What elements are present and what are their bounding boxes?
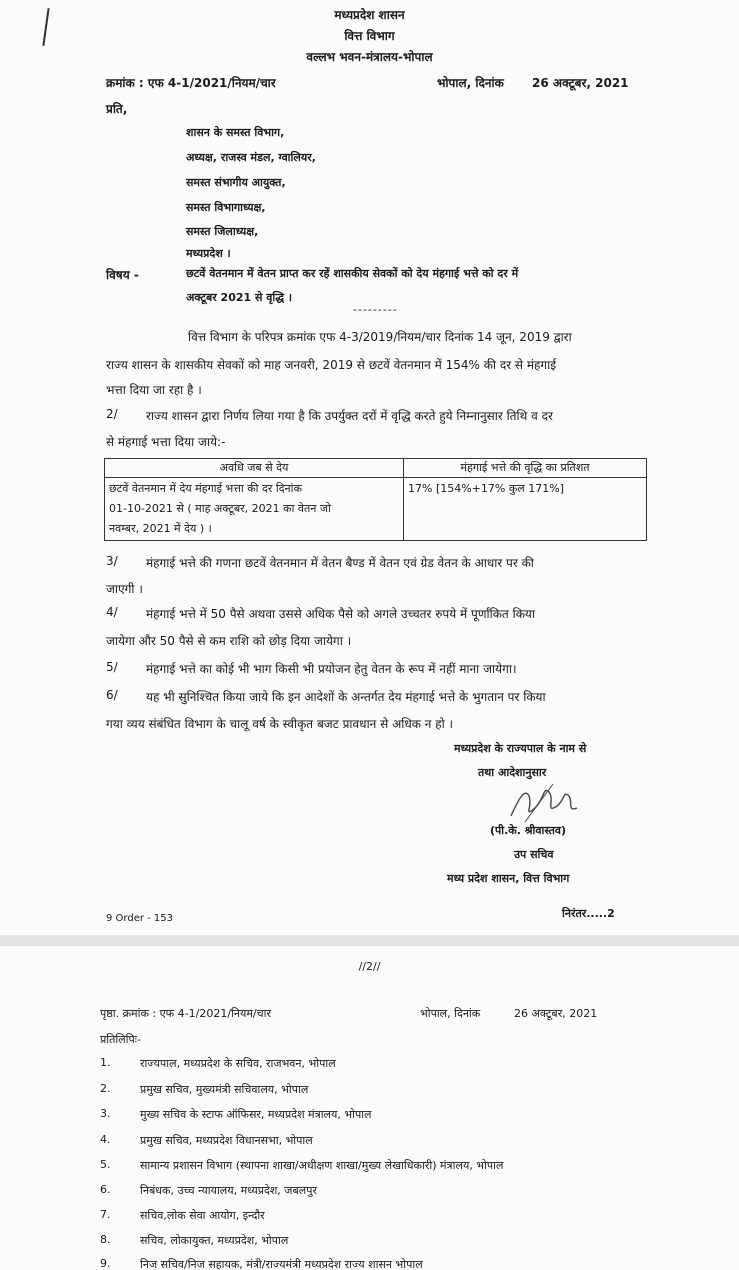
recipient: अध्यक्ष, राजस्व मंडल, ग्वालियर, [186, 151, 316, 164]
paragraph-4-line: मंहगाई भत्ते में 50 पैसे अथवा उससे अधिक पैसे को अगले उच्चतर रुपये में पूर्णांकित किया [146, 607, 535, 621]
reference-number: क्रमांक : एफ 4-1/2021/नियम/चार [106, 76, 276, 90]
copy-number: 2. [100, 1082, 111, 1095]
endorsement-number: पृष्ठा. क्रमांक : एफ 4-1/2021/नियम/चार [100, 1007, 271, 1020]
order-page-2 [0, 946, 739, 1270]
reference-date: 26 अक्टूबर, 2021 [532, 76, 629, 90]
table-cell-period [105, 478, 404, 541]
paragraph-3-number: 3/ [106, 554, 118, 568]
paragraph-1-line: वित्त विभाग के परिपत्र क्रमांक एफ 4-3/2019/नियम/चार दिनांक 14 जून, 2019 द्वारा [188, 330, 572, 344]
copy-recipient: निज सचिव/निज सहायक, मंत्री/राज्यमंत्री मध्यप्रदेश राज्य शासन भोपाल [140, 1258, 423, 1270]
table-header-row [105, 459, 647, 478]
paragraph-6-line: गया व्यय संबंधित विभाग के चालू वर्ष के स्वीकृत बजट प्रावधान से अधिक न हो । [106, 717, 454, 731]
endorsement-date: 26 अक्टूबर, 2021 [514, 1007, 598, 1020]
paragraph-6-number: 6/ [106, 688, 118, 702]
dearness-allowance-table [104, 458, 647, 541]
order-footer: 9 Order - 153 [106, 913, 174, 924]
authority-line: तथा आदेशानुसार [478, 766, 547, 779]
paragraph-5-line: मंहगाई भत्ते का कोई भी भाग किसी भी प्रयोजन हेतु वेतन के रूप में नहीं माना जायेगा। [146, 662, 517, 676]
copy-recipient: राज्यपाल, मध्यप्रदेश के सचिव, राजभवन, भोपाल [140, 1057, 336, 1070]
subject-label: विषय - [106, 268, 139, 282]
recipient: शासन के समस्त विभाग, [186, 126, 285, 139]
copy-recipient: सामान्य प्रशासन विभाग (स्थापना शाखा/अधीक्षण शाखा/मुख्य लेखाधिकारी) मंत्रालय, भोपाल [140, 1159, 504, 1172]
header-address: वल्लभ भवन-मंत्रालय-भोपाल [306, 50, 433, 64]
paragraph-3-line: मंहगाई भत्ते की गणना छटवें वेतनमान में वेतन बैण्ड में वेतन एवं ग्रेड वेतन के आधार पर की [146, 556, 534, 570]
paragraph-4-line: जायेगा और 50 पैसे से कम राशि को छोड़ दिया जायेगा । [106, 634, 352, 648]
signatory-office: मध्य प्रदेश शासन, वित्त विभाग [447, 872, 570, 885]
reference-place: भोपाल, दिनांक [437, 76, 504, 90]
copy-number: 8. [100, 1233, 111, 1246]
table-cell-increase: 17% [154%+17% कुल 171%] [404, 478, 647, 541]
endorsement-place: भोपाल, दिनांक [420, 1007, 481, 1020]
table-cell-line: छटवें वेतनमान में देय मंहगाई भत्ता की दर दिनांक [109, 482, 302, 495]
paragraph-2-number: 2/ [106, 407, 118, 421]
copy-recipient: सचिव,लोक सेवा आयोग, इन्दौर [140, 1209, 265, 1222]
subject-line: अक्टूबर 2021 से वृद्धि । [186, 291, 293, 304]
to-label: प्रति, [106, 102, 128, 116]
copy-recipient: मुख्य सचिव के स्टाफ ऑफिसर, मध्यप्रदेश मंत्रालय, भोपाल [140, 1108, 372, 1121]
copy-recipient: प्रमुख सचिव, मुख्यमंत्री सचिवालय, भोपाल [140, 1083, 309, 1096]
signatory-designation: उप सचिव [514, 848, 554, 861]
header-department: वित्त विभाग [344, 29, 395, 43]
paragraph-3-line: जाएगी । [106, 582, 143, 596]
recipient: समस्त विभागाध्यक्ष, [186, 201, 266, 214]
signatory-name: (पी.के. श्रीवास्तव) [490, 824, 567, 837]
copy-number: 3. [100, 1107, 111, 1120]
paragraph-5-number: 5/ [106, 660, 118, 674]
copy-recipient: निबंधक, उच्च न्यायालय, मध्यप्रदेश, जबलपुर [140, 1184, 317, 1197]
copy-label: प्रतिलिपिः- [100, 1033, 141, 1046]
header-government: मध्यप्रदेश शासन [334, 8, 405, 22]
copy-number: 1. [100, 1056, 111, 1069]
authority-line: मध्यप्रदेश के राज्यपाल के नाम से [454, 742, 587, 755]
continued-note: निरंतर.....2 [562, 907, 615, 920]
table-row [105, 478, 647, 541]
paragraph-2-line: राज्य शासन द्वारा निर्णय लिया गया है कि उपर्युक्त दरों में वृद्धि करते हुये निम्नानुसार तिथि व दर [146, 409, 553, 423]
paragraph-4-number: 4/ [106, 605, 118, 619]
paragraph-2-line: से मंहगाई भत्ता दिया जाये:- [106, 435, 226, 449]
copy-number: 9. [100, 1257, 111, 1270]
copy-number: 6. [100, 1183, 111, 1196]
copy-recipient: सचिव, लोकायुक्त, मध्यप्रदेश, भोपाल [140, 1234, 289, 1247]
subject-line: छटवें वेतनमान में वेतन प्राप्त कर रहें शासकीय सेवकों को देय मंहगाई भत्ते को दर में [186, 267, 519, 280]
table-cell-line: 01-10-2021 से ( माह अक्टूबर, 2021 का वेतन जो [109, 502, 331, 515]
table-cell-line: नवम्बर, 2021 में देय ) । [109, 522, 212, 535]
copy-number: 7. [100, 1208, 111, 1221]
copy-number: 5. [100, 1158, 111, 1171]
recipient: समस्त संभागीय आयुक्त, [186, 176, 286, 189]
table-header-increase: मंहगाई भत्ते की वृद्धि का प्रतिशत [404, 459, 647, 478]
separator: --------- [353, 303, 398, 316]
page-number-mark: //2// [358, 960, 381, 973]
paragraph-6-line: यह भी सुनिश्चित किया जाये कि इन आदेशों के अन्तर्गत देय मंहगाई भत्ते के भुगतान पर किया [146, 690, 546, 704]
recipient: समस्त जिलाध्यक्ष, [186, 225, 259, 238]
copy-recipient: प्रमुख सचिव, मध्यप्रदेश विधानसभा, भोपाल [140, 1134, 313, 1147]
recipient: मध्यप्रदेश । [186, 247, 231, 260]
signature [505, 778, 585, 826]
table-header-period: अवधि जब से देय [105, 459, 404, 478]
paragraph-1-line: राज्य शासन के शासकीय सेवकों को माह जनवरी, 2019 से छटवें वेतनमान में 154% की दर से मंहगाई [106, 358, 557, 372]
paragraph-1-line: भत्ता दिया जा रहा है । [106, 383, 202, 397]
copy-number: 4. [100, 1133, 111, 1146]
